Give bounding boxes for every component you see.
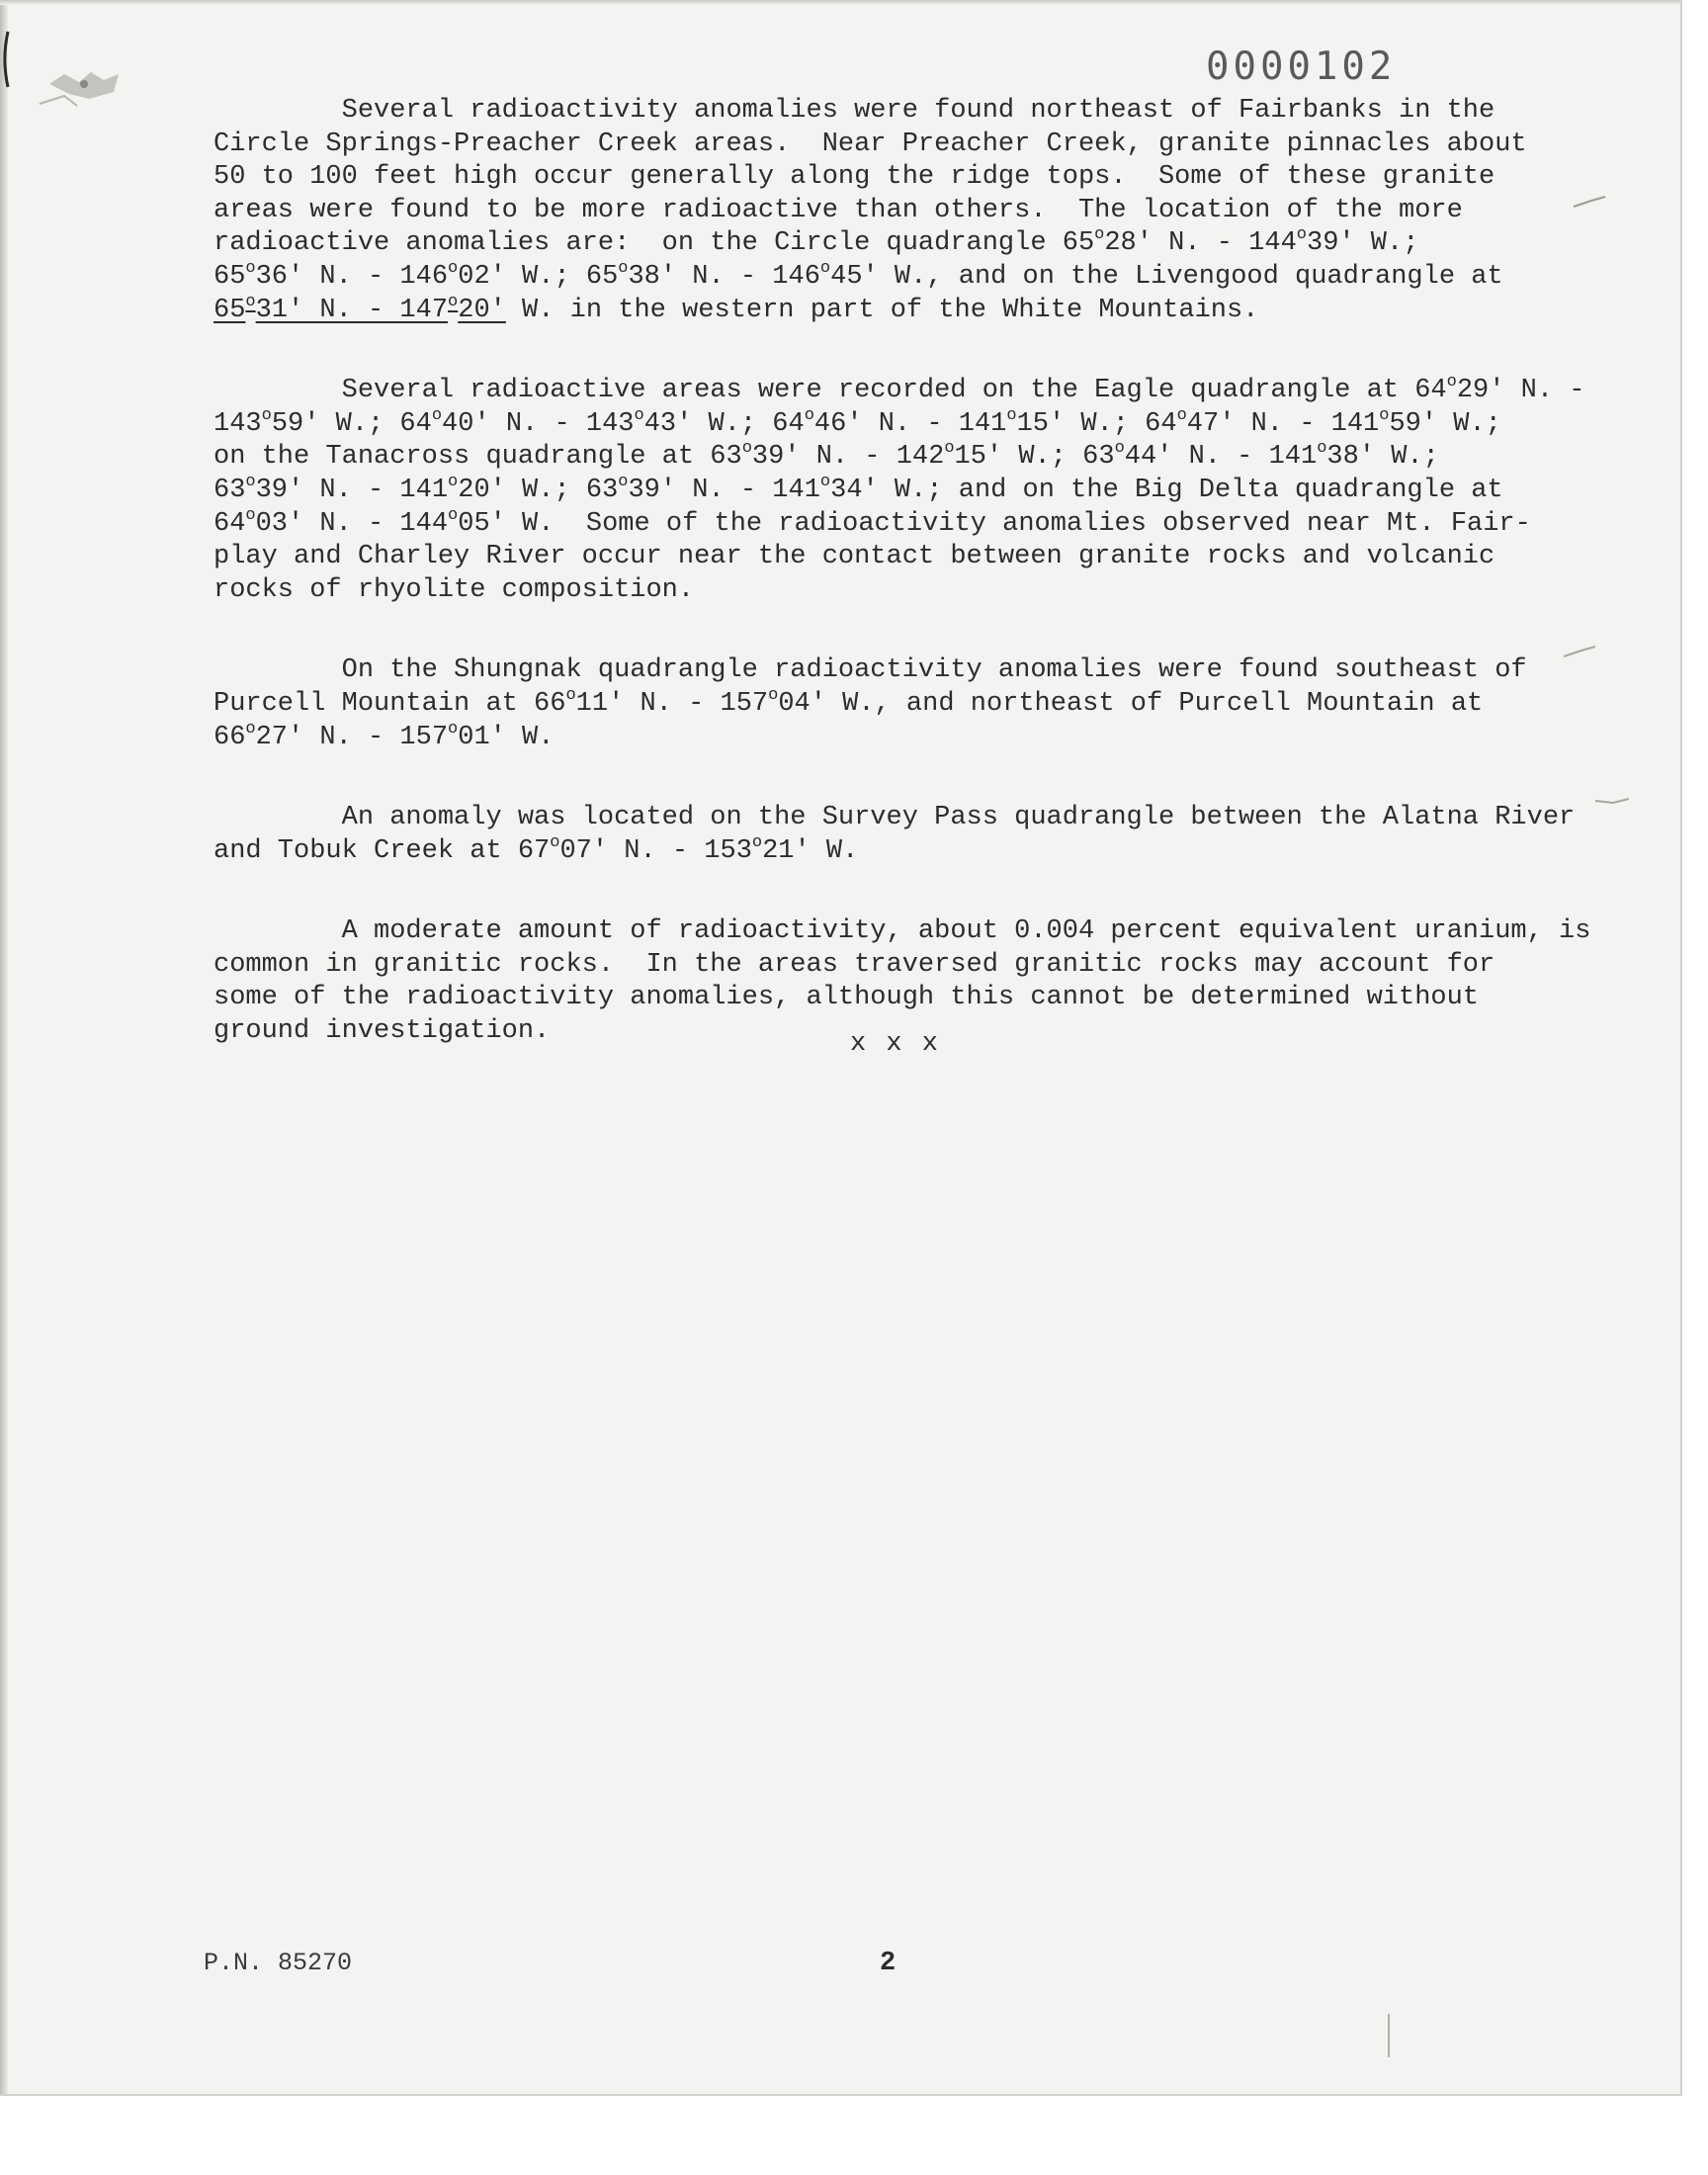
degree-mark: o [618, 258, 629, 278]
text-run: 39' N. - 141 [255, 475, 449, 505]
text-run: radioactive anomalies are: on the Circle quadrangle 65 [214, 228, 1095, 259]
text-run: 66 [214, 722, 246, 752]
text-run: 50 to 100 feet high occur generally along the ridge tops. Some of these granite [214, 162, 1495, 193]
ink-smudge-mark [30, 44, 138, 124]
degree-mark: o [1094, 225, 1105, 245]
degree-mark: o [1446, 373, 1457, 392]
page-top-edge [0, 0, 1680, 5]
text-run: 15' W.; 64 [1016, 408, 1177, 439]
degree-mark: o [448, 472, 459, 491]
binding-mark [0, 30, 20, 89]
text-run: 59' W.; 64 [271, 408, 432, 439]
text-run: 27' N. - 157 [255, 722, 449, 752]
text-run: 65 [214, 261, 246, 292]
text-run: 45' W., and on the Livengood quadrangle at [830, 261, 1503, 292]
page-number: 2 [880, 1949, 897, 1978]
text-run: 39' W.; [1307, 228, 1419, 259]
text-run: 03' N. - 144 [255, 508, 449, 539]
text-run: 39' N. - 141 [628, 475, 820, 505]
text-run: on the Tanacross quadrangle at 63 [214, 442, 742, 473]
degree-mark: o [1006, 405, 1017, 425]
text-run: 64 [214, 508, 246, 539]
margin-tick-mark [1379, 2012, 1399, 2061]
paragraph-1 [214, 95, 1597, 327]
degree-mark: o [245, 472, 256, 491]
text-run: 38' W.; [1326, 442, 1439, 473]
degree-mark: o [751, 832, 763, 852]
paragraph-4 [214, 802, 1597, 868]
degree-mark: o [741, 439, 752, 459]
text-run: some of the radioactivity anomalies, although this cannot be determined without [214, 983, 1480, 1013]
document-body [214, 95, 1597, 1096]
text-run: Circle Springs-Preacher Creek areas. Near Preacher Creek, granite pinnacles about [214, 129, 1527, 159]
text-run: 44' N. - 141 [1124, 442, 1318, 473]
text-run: 47' N. - 141 [1186, 408, 1380, 439]
paragraph-3 [214, 654, 1597, 754]
text-run: 07' N. - 153 [559, 835, 752, 866]
text-run: 20' W.; 63 [458, 475, 619, 505]
section-separator: x x x [850, 1029, 941, 1059]
text-run: 02' W.; 65 [458, 261, 619, 292]
degree-mark: o [618, 472, 629, 491]
text-run: play and Charley River occur near the contact between granite rocks and volcanic [214, 542, 1495, 572]
text-run: areas were found to be more radioactive than others. The location of the more [214, 195, 1463, 225]
page-left-edge [0, 0, 8, 2094]
document-stamp-number: 0000102 [1206, 44, 1397, 89]
text-run: 21' W. [762, 835, 859, 866]
degree-mark: o [245, 258, 256, 278]
text-run: 59' W.; [1389, 408, 1501, 439]
text-run: 31' N. - 147 [255, 295, 449, 325]
text-run: 39' N. - 142 [751, 442, 945, 473]
text-run: rocks of rhyolite composition. [214, 574, 695, 605]
degree-mark: o [819, 258, 831, 278]
text-run: 38' N. - 146 [628, 261, 820, 292]
degree-mark: o [261, 405, 272, 425]
degree-mark: o [245, 505, 256, 525]
text-run: 28' N. - 144 [1104, 228, 1297, 259]
degree-mark: o [1176, 405, 1187, 425]
degree-mark: o [565, 685, 576, 705]
text-run: and Tobuk Creek at 67 [214, 835, 551, 866]
degree-mark: o [634, 405, 644, 425]
text-run: ground investigation. [214, 1016, 551, 1047]
text-run: 43' W.; 64 [643, 408, 805, 439]
degree-mark: o [448, 258, 459, 278]
text-run: 05' W. Some of the radioactivity anomalies observed near Mt. Fair- [458, 508, 1531, 539]
text-run: A moderate amount of radioactivity, about 0.004 percent equivalent uranium, is [214, 916, 1591, 947]
degree-mark: o [944, 439, 955, 459]
degree-mark: o [1317, 439, 1327, 459]
text-run: 65 [214, 295, 246, 325]
text-run: Several radioactivity anomalies were found northeast of Fairbanks in the [214, 96, 1495, 126]
text-run: 40' N. - 143 [442, 408, 635, 439]
text-run: 29' N. - [1456, 376, 1585, 406]
degree-mark: o [448, 719, 459, 739]
text-run: Several radioactive areas were recorded on the Eagle quadrangle at 64 [214, 376, 1447, 406]
degree-mark: o [1296, 225, 1307, 245]
text-run: 01' W. [458, 722, 555, 752]
degree-mark: o [804, 405, 814, 425]
text-run: common in granitic rocks. In the areas traversed granitic rocks may account for [214, 949, 1495, 980]
text-run: W. in the western part of the White Mountains. [505, 295, 1259, 325]
degree-mark: o [448, 505, 459, 525]
degree-mark: o [245, 292, 256, 311]
pn-reference: P.N. 85270 [204, 1949, 353, 1977]
degree-mark: o [768, 685, 779, 705]
degree-mark: o [245, 719, 256, 739]
degree-mark: o [448, 292, 459, 311]
text-run: 46' N. - 141 [813, 408, 1007, 439]
degree-mark: o [1114, 439, 1125, 459]
degree-mark: o [431, 405, 443, 425]
text-run: 20' [458, 295, 506, 325]
text-run: 11' N. - 157 [575, 688, 769, 719]
text-run: Purcell Mountain at 66 [214, 688, 566, 719]
degree-mark: o [550, 832, 560, 852]
margin-tick-mark [1593, 791, 1633, 811]
text-run: 15' W.; 63 [954, 442, 1115, 473]
text-run: 143 [214, 408, 262, 439]
text-run: 34' W.; and on the Big Delta quadrangle at [830, 475, 1503, 505]
text-run: 63 [214, 475, 246, 505]
degree-mark: o [819, 472, 831, 491]
text-run: An anomaly was located on the Survey Pass quadrangle between the Alatna River [214, 803, 1576, 833]
paragraph-2 [214, 375, 1597, 607]
text-run: 04' W., and northeast of Purcell Mountain at [778, 688, 1484, 719]
text-run: 36' N. - 146 [255, 261, 449, 292]
degree-mark: o [1379, 405, 1390, 425]
text-run: On the Shungnak quadrangle radioactivity anomalies were found southeast of [214, 655, 1527, 686]
